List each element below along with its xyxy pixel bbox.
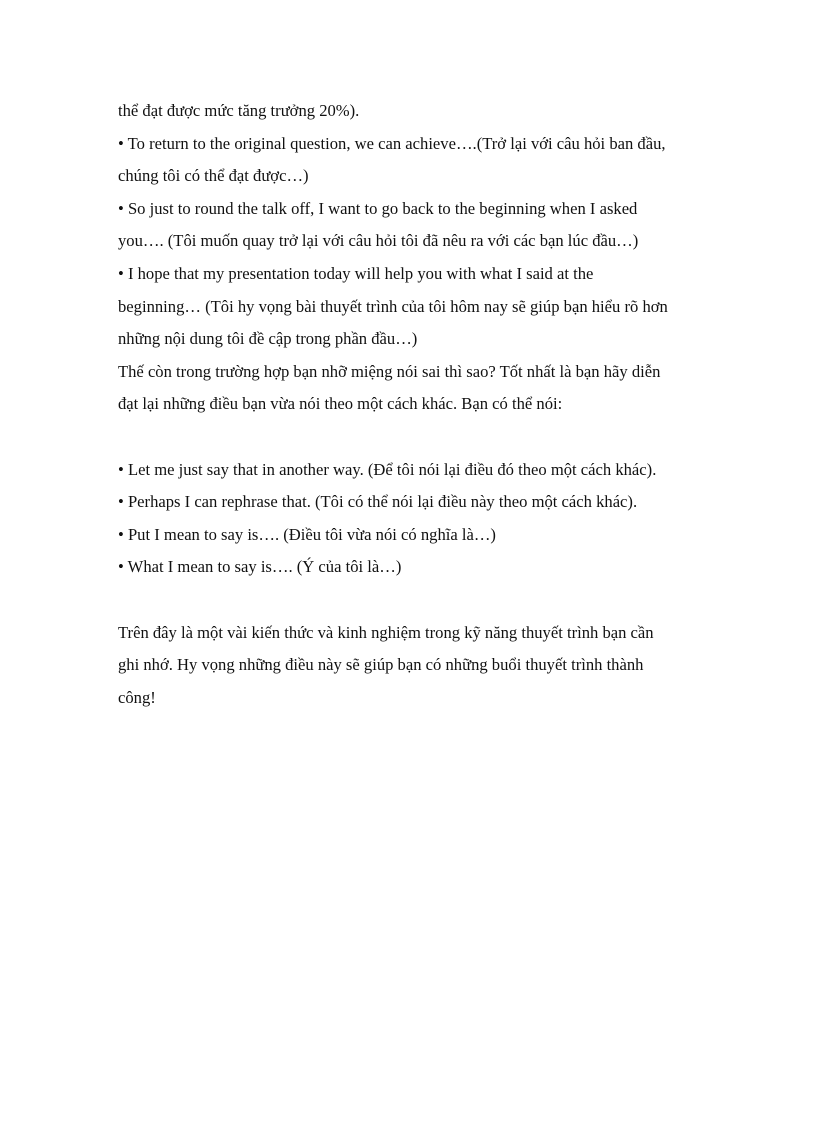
paragraph-line: Thế còn trong trường hợp bạn nhỡ miệng nói sai thì sao? Tốt nhất là bạn hãy diễn xyxy=(118,361,661,381)
document-body xyxy=(118,95,718,714)
text-line: những nội dung tôi đề cập trong phần đầu…) xyxy=(118,329,418,349)
bullet-line: • I hope that my presentation today will help you with what I said at the xyxy=(118,263,594,283)
paragraph-line: công! xyxy=(118,687,156,707)
text-line: beginning… (Tôi hy vọng bài thuyết trình của tôi hôm nay sẽ giúp bạn hiểu rõ hơn xyxy=(118,296,668,316)
text-line: thể đạt được mức tăng trưởng 20%). xyxy=(118,101,360,120)
text-line: chúng tôi có thể đạt được…) xyxy=(118,166,309,186)
paragraph-gap xyxy=(118,584,718,617)
bullet-line: • To return to the original question, we can achieve….(Trở lại với câu hỏi ban đầu, xyxy=(118,133,666,153)
paragraph-gap xyxy=(118,421,718,454)
bullet-line: • So just to round the talk off, I want to go back to the beginning when I asked xyxy=(118,198,638,218)
paragraph-line: ghi nhớ. Hy vọng những điều này sẽ giúp bạn có những buổi thuyết trình thành xyxy=(118,655,644,675)
bullet-line: • What I mean to say is…. (Ý của tôi là…) xyxy=(118,557,402,577)
text-line: you…. (Tôi muốn quay trở lại với câu hỏi tôi đã nêu ra với các bạn lúc đầu…) xyxy=(118,231,639,251)
paragraph-line: đạt lại những điều bạn vừa nói theo một cách khác. Bạn có thể nói: xyxy=(118,394,563,414)
bullet-line: • Let me just say that in another way. (Để tôi nói lại điều đó theo một cách khác). xyxy=(118,459,657,479)
paragraph-line: Trên đây là một vài kiến thức và kinh nghiệm trong kỹ năng thuyết trình bạn cần xyxy=(118,622,654,642)
bullet-line: • Put I mean to say is…. (Điều tôi vừa nói có nghĩa là…) xyxy=(118,524,496,544)
bullet-line: • Perhaps I can rephrase that. (Tôi có thể nói lại điều này theo một cách khác). xyxy=(118,492,638,512)
